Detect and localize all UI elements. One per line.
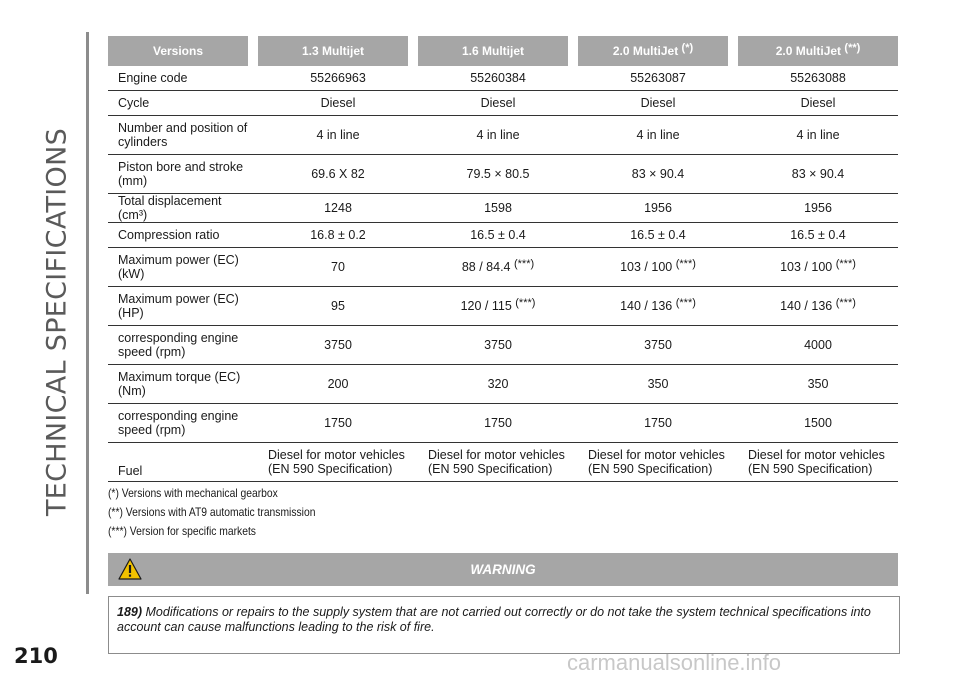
header-version	[418, 36, 578, 66]
row-label: Total displacement (cm³)	[108, 194, 258, 223]
table-cell	[738, 443, 898, 482]
footnote-marker: (***)	[835, 258, 856, 270]
table-cell	[738, 326, 898, 365]
cell-value: 16.5 ± 0.4	[470, 228, 526, 242]
cell-value: 16.5 ± 0.4	[630, 228, 686, 242]
table-cell	[578, 248, 738, 287]
row-label: Number and position of cylinders	[108, 116, 258, 155]
footnote: (**) Versions with AT9 automatic transmission	[108, 505, 316, 519]
table-cell	[578, 66, 738, 91]
footnotes	[108, 484, 452, 541]
table-cell	[258, 443, 418, 482]
table-cell	[418, 404, 578, 443]
cell-value: 83 × 90.4	[631, 167, 685, 181]
table-row	[108, 91, 898, 116]
footnote: (***) Version for specific markets	[108, 524, 256, 538]
table-cell	[738, 365, 898, 404]
footnote-marker: (***)	[675, 297, 696, 309]
table-cell	[418, 223, 578, 248]
cell-value: 103 / 100	[620, 260, 673, 274]
cell-value: 16.8 ± 0.2	[310, 228, 366, 242]
cell-value: 95	[331, 299, 345, 313]
row-label: Piston bore and stroke (mm)	[108, 155, 258, 194]
table-cell	[258, 248, 418, 287]
cell-value: 140 / 136	[780, 299, 833, 313]
table-cell	[578, 443, 738, 482]
table-cell	[578, 194, 738, 223]
table-cell	[578, 223, 738, 248]
table-body	[108, 66, 898, 482]
footnote-marker: (*)	[681, 42, 694, 54]
cell-value: 70	[331, 260, 345, 274]
cell-value: 4 in line	[796, 128, 840, 142]
header-label: Versions	[152, 44, 204, 58]
table-cell	[738, 404, 898, 443]
cell-value: 1750	[324, 416, 352, 430]
table-cell	[578, 116, 738, 155]
table-cell	[258, 155, 418, 194]
cell-value: 69.6 X 82	[311, 167, 365, 181]
cell-value: 3750	[324, 338, 352, 352]
table-row	[108, 326, 898, 365]
row-label: Fuel	[108, 443, 258, 482]
table-cell	[418, 287, 578, 326]
table-cell	[738, 223, 898, 248]
table-cell	[258, 91, 418, 116]
table-cell	[258, 326, 418, 365]
header-version	[578, 36, 738, 66]
table-cell	[738, 155, 898, 194]
row-label: Maximum power (EC) (kW)	[108, 248, 258, 287]
page-number: 210	[14, 644, 58, 668]
cell-value: 1248	[324, 201, 352, 215]
table-cell	[738, 66, 898, 91]
header-versions	[108, 36, 258, 66]
table-cell	[258, 223, 418, 248]
table-row	[108, 404, 898, 443]
cell-value: 103 / 100	[780, 260, 833, 274]
section-title: TECHNICAL SPECIFICATIONS	[41, 127, 73, 517]
footnote-marker: (***)	[835, 297, 856, 309]
cell-value: 140 / 136	[620, 299, 673, 313]
row-label: Maximum torque (EC) (Nm)	[108, 365, 258, 404]
table-cell	[738, 248, 898, 287]
cell-value: 55266963	[310, 71, 366, 85]
table-cell	[418, 365, 578, 404]
footnote-marker: (**)	[844, 42, 861, 54]
warning-box	[108, 596, 900, 654]
table-cell	[258, 287, 418, 326]
cell-value: 3750	[484, 338, 512, 352]
table-row	[108, 443, 898, 482]
cell-value: 79.5 × 80.5	[466, 167, 530, 181]
cell-value: 1750	[644, 416, 672, 430]
row-label: corresponding engine speed (rpm)	[108, 404, 258, 443]
footnote: (*) Versions with mechanical gearbox	[108, 486, 278, 500]
cell-value: Diesel	[320, 96, 356, 110]
footnote-marker: (***)	[513, 258, 535, 270]
warning-header	[108, 553, 898, 586]
table-cell	[258, 116, 418, 155]
table-cell	[418, 116, 578, 155]
cell-value: 55260384	[470, 71, 526, 85]
cell-value: 350	[647, 377, 669, 391]
cell-value: 4 in line	[476, 128, 520, 142]
table-row	[108, 116, 898, 155]
table-cell	[738, 91, 898, 116]
footnote-marker: (***)	[675, 258, 696, 270]
table-row	[108, 223, 898, 248]
warning-title: WARNING	[470, 562, 536, 577]
table-header-row	[108, 36, 898, 66]
cell-value: Diesel for motor vehicles (EN 590 Specification)	[748, 448, 885, 476]
cell-value: Diesel for motor vehicles (EN 590 Specification)	[428, 448, 565, 476]
cell-value: 1750	[484, 416, 512, 430]
table-cell	[418, 194, 578, 223]
footnote-marker: (***)	[515, 297, 536, 309]
table-cell	[258, 404, 418, 443]
cell-value: Diesel for motor vehicles (EN 590 Specification)	[268, 448, 405, 476]
cell-value: 55263088	[790, 71, 846, 85]
header-label: 2.0 MultiJet	[612, 44, 679, 58]
table-cell	[418, 91, 578, 116]
cell-value: Diesel	[640, 96, 676, 110]
table-row	[108, 155, 898, 194]
cell-value: 3750	[644, 338, 672, 352]
row-label: Cycle	[108, 91, 258, 116]
table-cell	[418, 443, 578, 482]
cell-value: Diesel for motor vehicles (EN 590 Specification)	[588, 448, 725, 476]
table-cell	[738, 287, 898, 326]
table-row	[108, 248, 898, 287]
table-row	[108, 365, 898, 404]
cell-value: Diesel	[800, 96, 836, 110]
cell-value: 1598	[484, 201, 512, 215]
cell-value: 55263087	[630, 71, 686, 85]
table-cell	[418, 155, 578, 194]
table-cell	[418, 326, 578, 365]
header-label: 2.0 MultiJet	[775, 44, 842, 58]
cell-value: 320	[487, 377, 509, 391]
row-label: corresponding engine speed (rpm)	[108, 326, 258, 365]
cell-value: Diesel	[480, 96, 516, 110]
cell-value: 1500	[804, 416, 832, 430]
cell-value: 4 in line	[316, 128, 360, 142]
header-label: 1.6 Multijet	[461, 44, 524, 58]
header-version	[738, 36, 898, 66]
table-cell	[578, 404, 738, 443]
header-label: 1.3 Multijet	[301, 44, 364, 58]
cell-value: 16.5 ± 0.4	[790, 228, 846, 242]
table-cell	[578, 326, 738, 365]
table-cell	[578, 91, 738, 116]
watermark: carmanualsonline.info	[567, 650, 782, 675]
table-cell	[578, 365, 738, 404]
table-cell	[578, 155, 738, 194]
cell-value: 1956	[804, 201, 832, 215]
row-label: Compression ratio	[108, 223, 258, 248]
cell-value: 4000	[804, 338, 832, 352]
engine-spec-table	[108, 36, 898, 482]
cell-value: 1956	[644, 201, 672, 215]
table-cell	[738, 116, 898, 155]
cell-value: 4 in line	[636, 128, 680, 142]
table-cell	[258, 66, 418, 91]
sidebar-divider	[86, 32, 89, 594]
row-label: Maximum power (EC) (HP)	[108, 287, 258, 326]
table-cell	[418, 248, 578, 287]
cell-value: 350	[807, 377, 829, 391]
row-label: Engine code	[108, 66, 258, 91]
warning-text: Modifications or repairs to the supply system that are not carried out correctly or do not take the system technical specifications into account can cause malfunctions leading to the risk of fire.	[117, 605, 871, 634]
table-row	[108, 287, 898, 326]
cell-value: 88 / 84.4	[461, 260, 511, 274]
cell-value: 83 × 90.4	[791, 167, 845, 181]
table-cell	[258, 365, 418, 404]
cell-value: 120 / 115	[460, 299, 512, 313]
table-row	[108, 66, 898, 91]
table-cell	[418, 66, 578, 91]
warning-reference: 189)	[117, 605, 143, 619]
table-cell	[258, 194, 418, 223]
table-row	[108, 194, 898, 223]
header-version	[258, 36, 418, 66]
cell-value: 200	[327, 377, 349, 391]
table-cell	[578, 287, 738, 326]
table-cell	[738, 194, 898, 223]
